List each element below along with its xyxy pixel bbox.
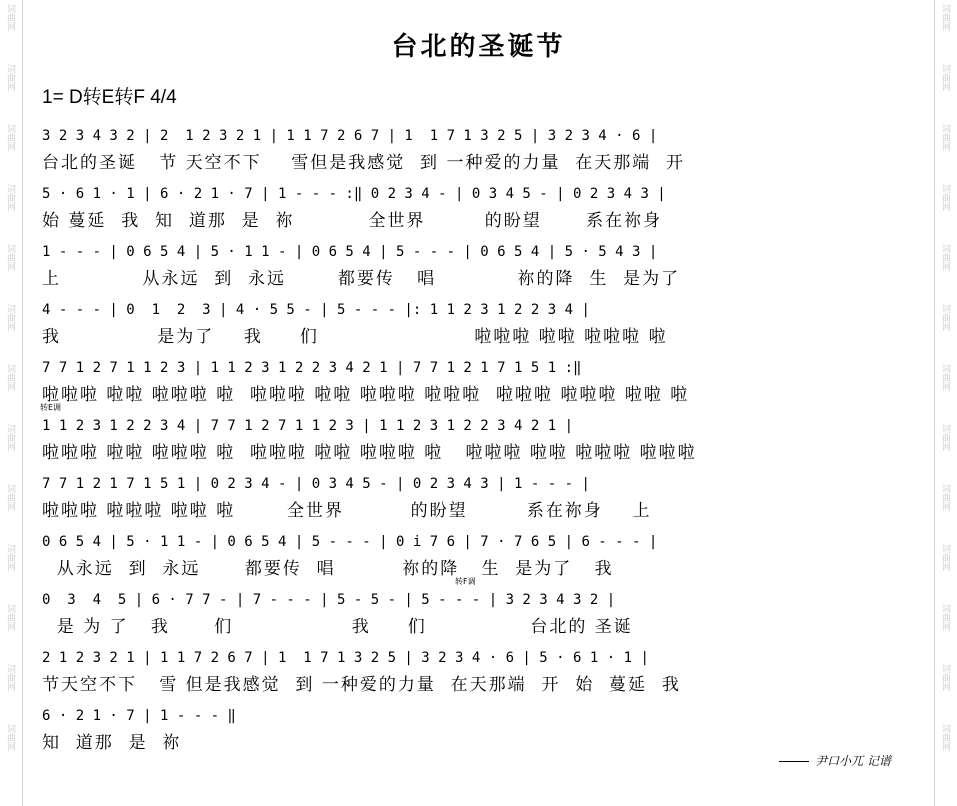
lyrics-line: 啦啦啦 啦啦 啦啦啦 啦 啦啦啦 啦啦 啦啦啦 啦啦啦 啦啦啦 啦啦啦 啦啦 啦 <box>42 385 690 405</box>
watermark-text: 词曲网 <box>5 364 15 391</box>
notation-line: 7 7 1 2 1 7 1 5 1 | 0 2 3 4 - | 0 3 4 5 - | 0 2 3 4 3 | 1 - - - | <box>42 476 590 492</box>
credit-dash <box>779 761 809 762</box>
lyrics-line: 台北的圣诞 节 天空不下 雪但是我感觉 到 一种爱的力量 在天那端 开 <box>42 153 686 173</box>
watermark-text: 词曲网 <box>5 724 15 751</box>
modulation-tag: 转E调 <box>40 403 62 412</box>
lyrics-line: 是 为 了 我 们 我 们 台北的 圣诞 <box>42 617 633 637</box>
notation-line: 6 · 2 1 · 7 | 1 - - - ‖ <box>42 708 236 724</box>
watermark-text: 词曲网 <box>5 424 15 451</box>
watermark-text: 词曲网 <box>5 244 15 271</box>
watermark-text: 词曲网 <box>940 364 950 391</box>
score-row <box>0 180 957 240</box>
lyrics-line: 啦啦啦 啦啦啦 啦啦 啦 全世界 的盼望 系在祢身 上 <box>42 501 652 521</box>
score-row <box>0 470 957 530</box>
song-title: 台北的圣诞节 <box>391 32 566 62</box>
watermark-text: 词曲网 <box>5 664 15 691</box>
notation-line: 4 - - - | 0 1 2 3 | 4 · 5 5 - | 5 - - - |: 1 1 2 3 1 2 2 3 4 | <box>42 302 590 318</box>
notation-line: 1 - - - | 0 6 5 4 | 5 · 1 1 - | 0 6 5 4 | 5 - - - | 0 6 5 4 | 5 · 5 4 3 | <box>42 244 658 260</box>
notation-line: 0 3 4 5 | 6 · 7 7 - | 7 - - - | 5 - 5 - | 5 - - - | 3 2 3 4 3 2 | <box>42 592 616 608</box>
watermark-text: 词曲网 <box>940 424 950 451</box>
lyrics-line: 啦啦啦 啦啦 啦啦啦 啦 啦啦啦 啦啦 啦啦啦 啦 啦啦啦 啦啦 啦啦啦 啦啦啦 <box>42 443 697 463</box>
lyrics-line: 从永远 到 永远 都要传 唱 祢的降 生 是为了 我 <box>42 559 614 579</box>
score-row <box>0 577 957 646</box>
modulation-tag: 转F调 <box>455 577 476 586</box>
notation-line: 5 · 6 1 · 1 | 6 · 2 1 · 7 | 1 - - - :‖ 0 2 3 4 - | 0 3 4 5 - | 0 2 3 4 3 | <box>42 186 666 202</box>
lyrics-line: 节天空不下 雪 但是我感觉 到 一种爱的力量 在天那端 开 始 蔓延 我 <box>42 675 681 695</box>
score-row <box>0 238 957 298</box>
watermark-text: 词曲网 <box>940 664 950 691</box>
credit-text: 尹口小兀 记谱 <box>815 754 891 768</box>
notation-line: 3 2 3 4 3 2 | 2 1 2 3 2 1 | 1 1 7 2 6 7 | 1 1 7 1 3 2 5 | 3 2 3 4 · 6 | <box>42 128 658 144</box>
notation-line: 0 6 5 4 | 5 · 1 1 - | 0 6 5 4 | 5 - - - | 0 i 7 6 | 7 · 7 6 5 | 6 - - - | <box>42 534 658 550</box>
watermark-text: 词曲网 <box>5 124 15 151</box>
watermark-text: 词曲网 <box>5 604 15 631</box>
score-row <box>0 403 957 472</box>
watermark-text: 词曲网 <box>5 304 15 331</box>
watermark-text: 词曲网 <box>5 64 15 91</box>
watermark-text: 词曲网 <box>940 184 950 211</box>
watermark-text: 词曲网 <box>940 544 950 571</box>
lyrics-line: 我 是为了 我 们 啦啦啦 啦啦 啦啦啦 啦 <box>42 327 668 347</box>
key-signature: 1= D转E转F 4/4 <box>42 87 177 108</box>
watermark-text: 词曲网 <box>940 304 950 331</box>
notation-line: 1 1 2 3 1 2 2 3 4 | 7 7 1 2 7 1 1 2 3 | 1 1 2 3 1 2 2 3 4 2 1 | <box>42 418 574 434</box>
watermark-text: 词曲网 <box>5 4 15 31</box>
score-row <box>0 528 957 588</box>
score-row <box>0 296 957 356</box>
score-row <box>0 354 957 414</box>
lyrics-line: 始 蔓延 我 知 道那 是 祢 全世界 的盼望 系在祢身 <box>42 211 663 231</box>
lyrics-line: 上 从永远 到 永远 都要传 唱 祢的降 生 是为了 <box>42 269 681 289</box>
transcriber-credit <box>779 752 891 769</box>
watermark-text: 词曲网 <box>940 724 950 751</box>
watermark-text: 词曲网 <box>5 484 15 511</box>
watermark-text: 词曲网 <box>940 244 950 271</box>
watermark-text: 词曲网 <box>5 544 15 571</box>
score-row <box>0 122 957 182</box>
watermark-text: 词曲网 <box>940 4 950 31</box>
notation-line: 7 7 1 2 7 1 1 2 3 | 1 1 2 3 1 2 2 3 4 2 1 | 7 7 1 2 1 7 1 5 1 :‖ <box>42 360 582 376</box>
watermark-text: 词曲网 <box>5 184 15 211</box>
watermark-text: 词曲网 <box>940 484 950 511</box>
score-row <box>0 644 957 704</box>
lyrics-line: 知 道那 是 祢 <box>42 733 182 753</box>
watermark-text: 词曲网 <box>940 124 950 151</box>
watermark-text: 词曲网 <box>940 64 950 91</box>
watermark-text: 词曲网 <box>940 604 950 631</box>
notation-line: 2 1 2 3 2 1 | 1 1 7 2 6 7 | 1 1 7 1 3 2 5 | 3 2 3 4 · 6 | 5 · 6 1 · 1 | <box>42 650 649 666</box>
